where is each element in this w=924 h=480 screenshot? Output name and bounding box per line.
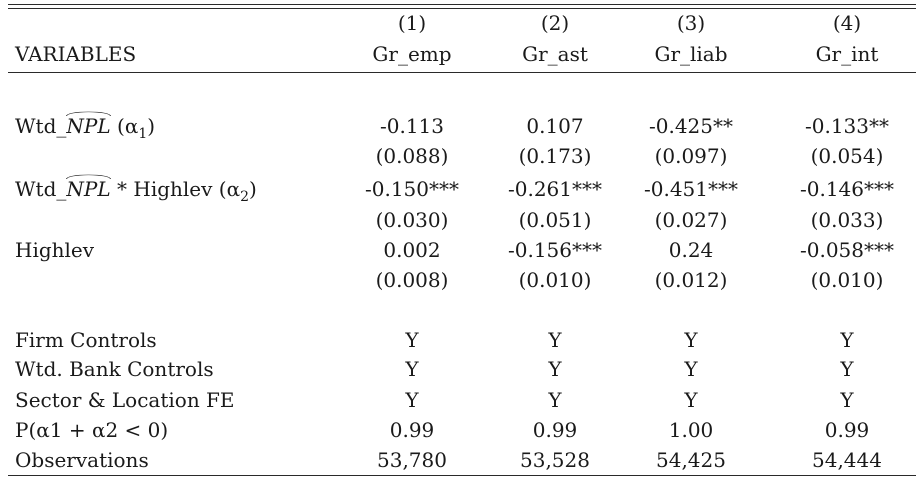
std-error: (0.173) xyxy=(518,144,592,168)
col-name: Gr_int xyxy=(815,42,879,66)
coef: 0.002 xyxy=(383,238,441,262)
coef: -0.150*** xyxy=(364,177,459,201)
row-label-sector-fe: Sector & Location FE xyxy=(15,388,235,412)
control-value: Y xyxy=(548,388,562,412)
col-number: (3) xyxy=(676,11,706,35)
coef: -0.058*** xyxy=(799,238,894,262)
row-label-wtd-npl-highlev xyxy=(15,177,257,205)
control-value: Y xyxy=(405,388,419,412)
coef: 0.24 xyxy=(668,238,714,262)
variables-header: VARIABLES xyxy=(15,42,137,66)
std-error: (0.088) xyxy=(375,144,449,168)
label-prefix: Wtd_ xyxy=(15,114,67,138)
std-error: (0.051) xyxy=(518,208,592,232)
std-error: (0.012) xyxy=(654,268,728,292)
coef: -0.451*** xyxy=(643,177,738,201)
row-label-probability: P(α1 + α2 < 0) xyxy=(15,418,169,442)
row-label-bank-controls: Wtd. Bank Controls xyxy=(15,357,214,381)
observations-value: 54,425 xyxy=(656,448,726,472)
row-label-highlev: Highlev xyxy=(15,238,95,262)
row-label-firm-controls: Firm Controls xyxy=(15,328,157,352)
col-number: (2) xyxy=(540,11,570,35)
npl-hat: NPL xyxy=(66,177,111,201)
std-error: (0.008) xyxy=(375,268,449,292)
npl-hat: NPL xyxy=(66,114,111,138)
probability-value: 0.99 xyxy=(824,418,870,442)
std-error: (0.054) xyxy=(810,144,884,168)
control-value: Y xyxy=(684,328,698,352)
std-error: (0.030) xyxy=(375,208,449,232)
observations-value: 53,528 xyxy=(520,448,590,472)
col-name: Gr_liab xyxy=(654,42,728,66)
col-number: (1) xyxy=(397,11,427,35)
std-error: (0.010) xyxy=(810,268,884,292)
control-value: Y xyxy=(684,357,698,381)
probability-value: 0.99 xyxy=(532,418,578,442)
header-rule xyxy=(8,72,916,73)
coef: -0.133** xyxy=(804,114,889,138)
top-rule-2 xyxy=(8,8,916,9)
control-value: Y xyxy=(548,357,562,381)
col-name: Gr_emp xyxy=(372,42,452,66)
std-error: (0.027) xyxy=(654,208,728,232)
control-value: Y xyxy=(840,388,854,412)
coef: -0.146*** xyxy=(799,177,894,201)
alpha-term: $(\alpha_1)$ xyxy=(117,114,156,142)
coef: -0.113 xyxy=(379,114,444,138)
coef: -0.156*** xyxy=(507,238,602,262)
control-value: Y xyxy=(548,328,562,352)
alpha-term: * Highlev $(\alpha_2)$ xyxy=(117,177,257,205)
observations-value: 54,444 xyxy=(812,448,882,472)
bottom-rule xyxy=(8,475,916,476)
control-value: Y xyxy=(840,328,854,352)
control-value: Y xyxy=(840,357,854,381)
coef: -0.261*** xyxy=(507,177,602,201)
col-number: (4) xyxy=(832,11,862,35)
row-label-wtd-npl xyxy=(15,114,156,142)
observations-value: 53,780 xyxy=(377,448,447,472)
label-prefix: Wtd_ xyxy=(15,177,67,201)
std-error: (0.033) xyxy=(810,208,884,232)
control-value: Y xyxy=(405,357,419,381)
top-rule-1 xyxy=(8,4,916,5)
row-label-observations: Observations xyxy=(15,448,149,472)
coef: -0.425** xyxy=(648,114,733,138)
probability-value: 1.00 xyxy=(668,418,714,442)
control-value: Y xyxy=(405,328,419,352)
control-value: Y xyxy=(684,388,698,412)
probability-value: 0.99 xyxy=(389,418,435,442)
std-error: (0.097) xyxy=(654,144,728,168)
std-error: (0.010) xyxy=(518,268,592,292)
coef: 0.107 xyxy=(526,114,584,138)
col-name: Gr_ast xyxy=(522,42,588,66)
